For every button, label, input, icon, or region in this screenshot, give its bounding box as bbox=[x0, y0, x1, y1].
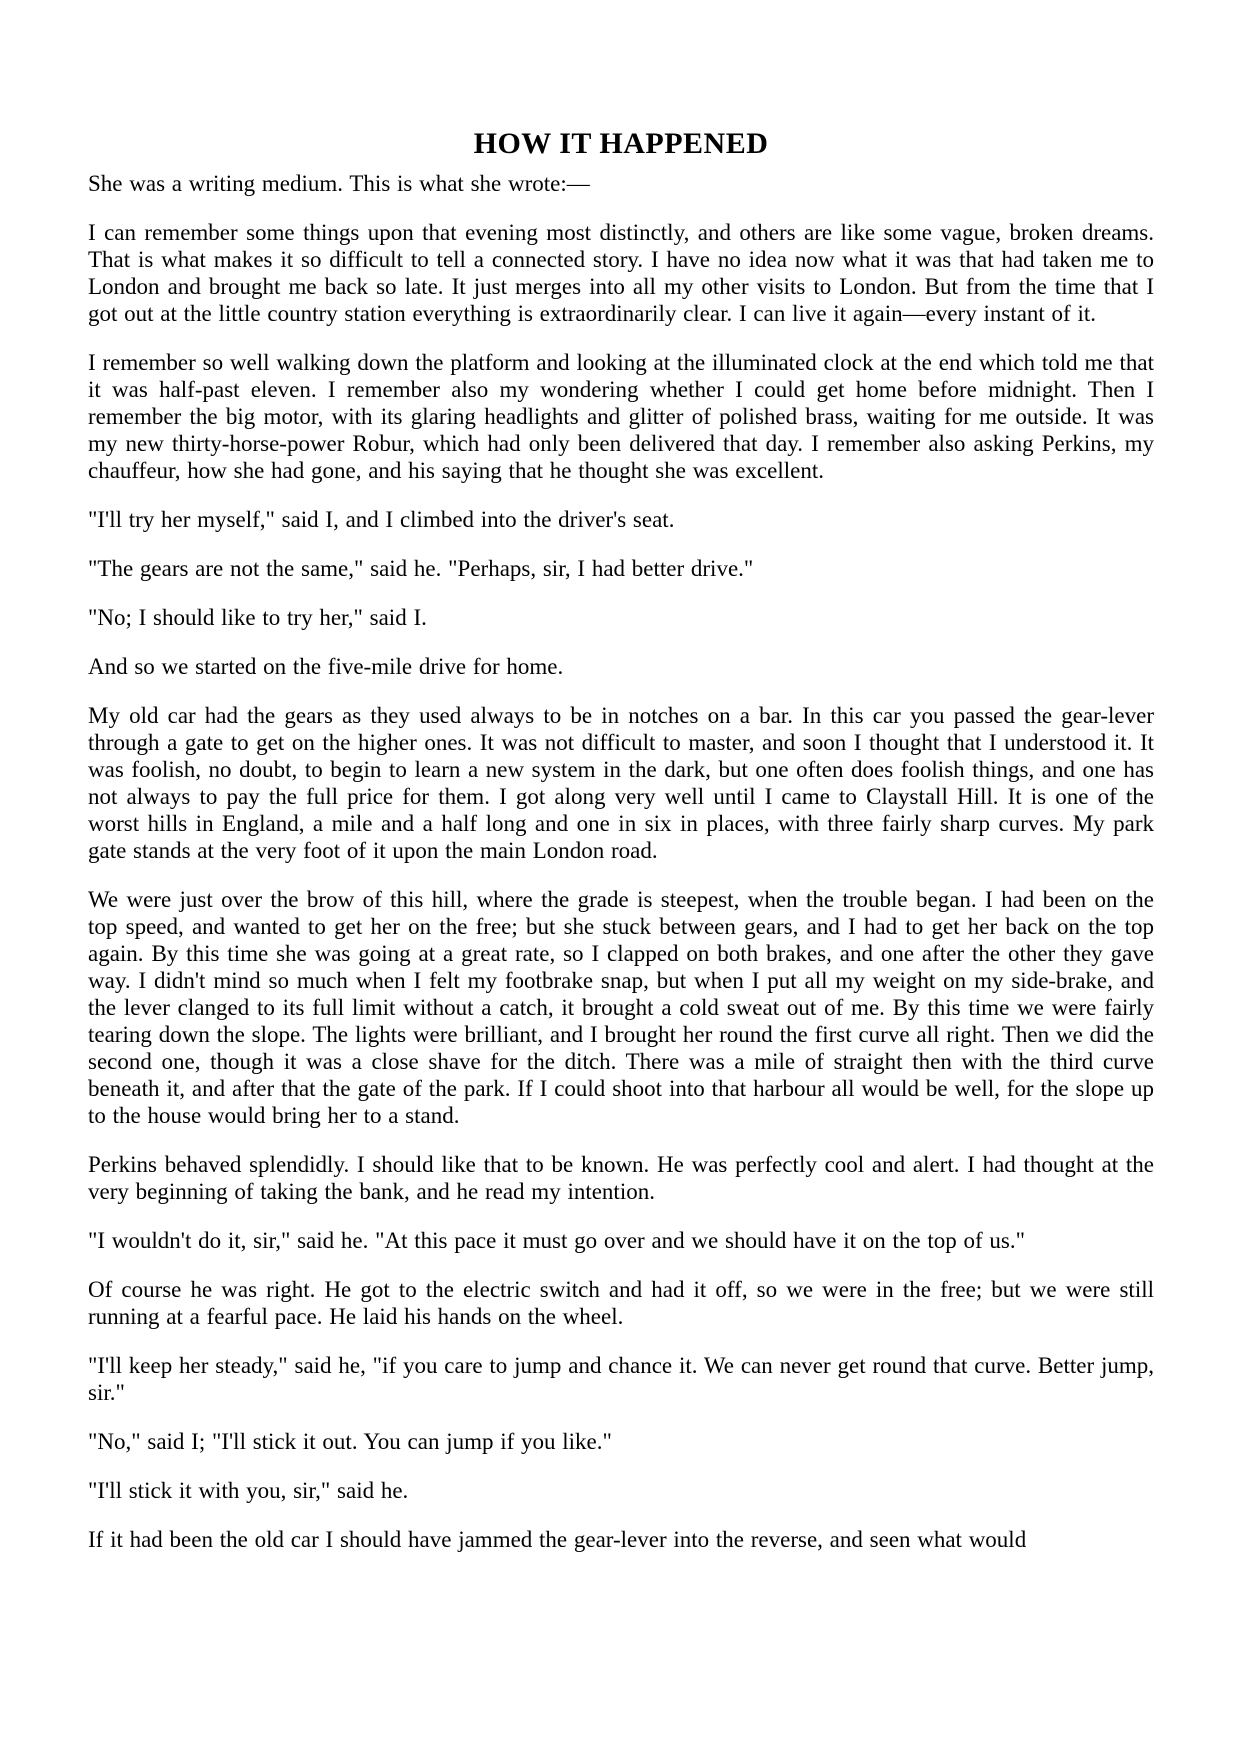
story-paragraph: "No," said I; "I'll stick it out. You can jump if you like." bbox=[88, 1429, 612, 1454]
page-title: HOW IT HAPPENED bbox=[473, 127, 769, 160]
story-paragraph: If it had been the old car I should have jammed the gear-lever into the reverse, and seen what would bbox=[88, 1527, 1027, 1552]
story-paragraph: "I'll try her myself," said I, and I climbed into the driver's seat. bbox=[88, 507, 675, 532]
story-paragraph: She was a writing medium. This is what she wrote:— bbox=[88, 171, 590, 196]
story-paragraph: We were just over the brow of this hill, where the grade is steepest, when the trouble began. I had been on the top speed, and wanted to get her on the free; but she stuck between gears, and I had to get her back on the top again. By this time she was going at a great rate, so I clapped on both brakes, and one after the other they gave way. I didn't mind so much when I felt my footbrake snap, but when I put all my weight on my side-brake, and the lever clanged to its full limit without a catch, it brought a cold sweat out of me. By this time we were fairly tearing down the slope. The lights were brilliant, and I brought her round the first curve all right. Then we did the second one, though it was a close shave for the ditch. There was a mile of straight then with the third curve beneath it, and after that the gate of the park. If I could shoot into that harbour all would be well, for the slope up to the house would bring her to a stand. bbox=[88, 887, 1154, 1128]
story-paragraph: "No; I should like to try her," said I. bbox=[88, 605, 427, 630]
story-paragraph: Perkins behaved splendidly. I should like that to be known. He was perfectly cool and alert. I had thought at the very beginning of taking the bank, and he read my intention. bbox=[88, 1152, 1154, 1204]
story-paragraph: My old car had the gears as they used always to be in notches on a bar. In this car you passed the gear-lever through a gate to get on the higher ones. It was not difficult to master, and soon I thought that I understood it. It was foolish, no doubt, to begin to learn a new system in the dark, but one often does foolish things, and one has not always to pay the full price for them. I got along very well until I came to Claystall Hill. It is one of the worst hills in England, a mile and a half long and one in six in places, with three fairly sharp curves. My park gate stands at the very foot of it upon the main London road. bbox=[88, 703, 1154, 863]
story-paragraph: I remember so well walking down the platform and looking at the illuminated clock at the end which told me that it was half-past eleven. I remember also my wondering whether I could get home before midnight. Then I remember the big motor, with its glaring headlights and glitter of polished brass, waiting for me outside. It was my new thirty-horse-power Robur, which had only been delivered that day. I remember also asking Perkins, my chauffeur, how she had gone, and his saying that he thought she was excellent. bbox=[88, 350, 1154, 483]
story-paragraph: Of course he was right. He got to the electric switch and had it off, so we were in the free; but we were still running at a fearful pace. He laid his hands on the wheel. bbox=[88, 1277, 1154, 1329]
story-paragraph: And so we started on the five-mile drive for home. bbox=[88, 654, 564, 679]
story-paragraph: "I wouldn't do it, sir," said he. "At this pace it must go over and we should have it on the top of us." bbox=[88, 1228, 1026, 1253]
story-paragraph: "The gears are not the same," said he. "Perhaps, sir, I had better drive." bbox=[88, 556, 754, 581]
story-paragraph: "I'll stick it with you, sir," said he. bbox=[88, 1478, 409, 1503]
story-paragraph: "I'll keep her steady," said he, "if you care to jump and chance it. We can never get round that curve. Better jump, sir." bbox=[88, 1353, 1154, 1405]
story-paragraph: I can remember some things upon that evening most distinctly, and others are like some vague, broken dreams. That is what makes it so difficult to tell a connected story. I have no idea now what it was that had taken me to London and brought me back so late. It just merges into all my other visits to London. But from the time that I got out at the little country station everything is extraordinarily clear. I can live it again—every instant of it. bbox=[88, 220, 1154, 326]
